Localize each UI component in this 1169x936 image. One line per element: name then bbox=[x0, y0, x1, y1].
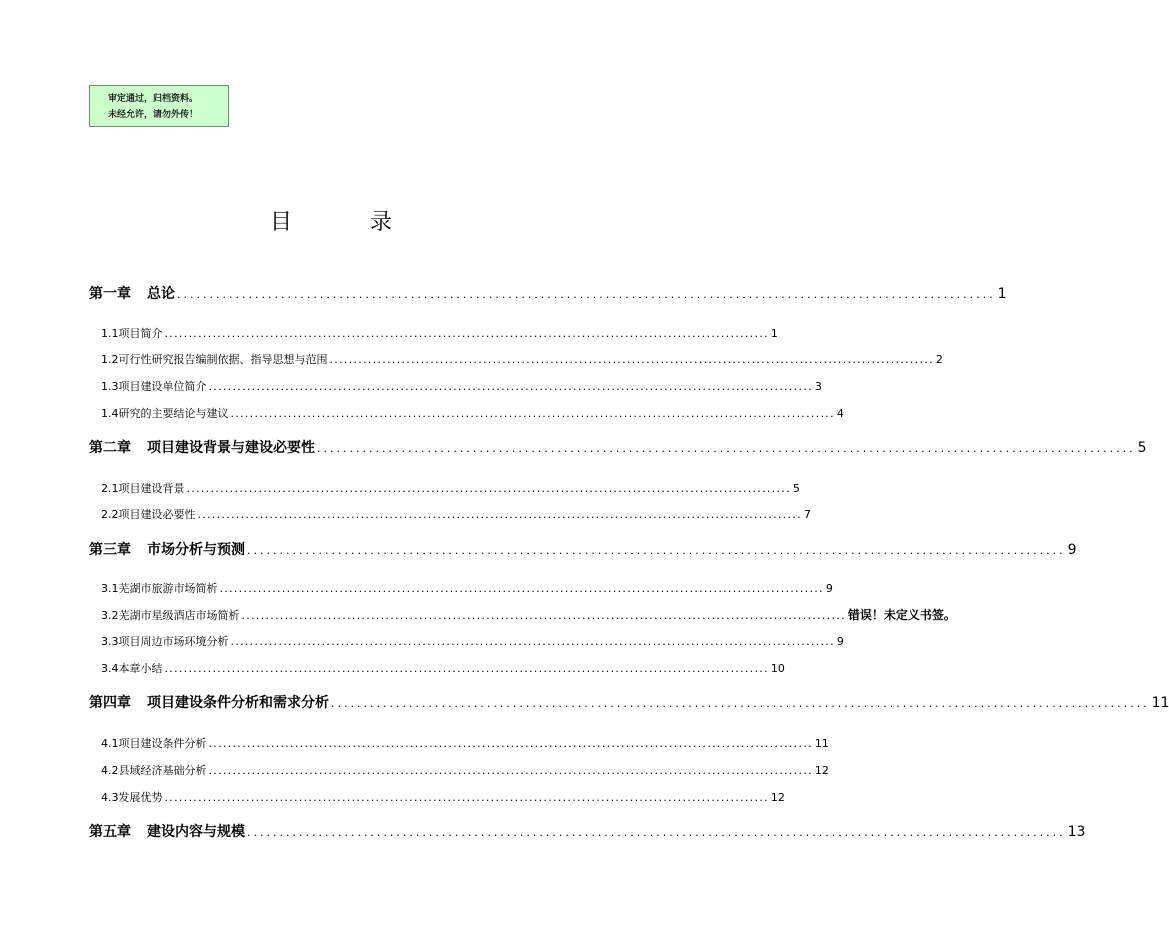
leader-dots: .............................................................................................................................. bbox=[230, 635, 835, 648]
page-number: 9 bbox=[825, 582, 833, 595]
section-title: 县域经济基础分析 bbox=[118, 764, 207, 777]
bookmark-error-text: 错误！未定义书签。 bbox=[847, 608, 956, 622]
section-title: 项目建设条件分析 bbox=[118, 737, 207, 750]
section-title: 本章小结 bbox=[118, 662, 163, 675]
chapter-title: 项目建设背景与建设必要性 bbox=[147, 440, 315, 456]
section-number: 3.2 bbox=[101, 609, 119, 622]
page-number: 5 bbox=[792, 482, 800, 495]
leader-dots: .............................................................................................................................. bbox=[208, 764, 813, 777]
section-number: 1.4 bbox=[101, 407, 119, 420]
leader-dots: .............................................................................................................................. bbox=[208, 380, 813, 393]
leader-dots: .............................................................................................................................. bbox=[247, 544, 1066, 557]
toc-section-1-4[interactable] bbox=[101, 405, 844, 421]
section-title: 可行性研究报告编制依据、指导思想与范围 bbox=[118, 353, 328, 366]
toc-section-2-1[interactable] bbox=[101, 480, 800, 496]
leader-dots: .............................................................................................................................. bbox=[164, 662, 769, 675]
leader-dots: .............................................................................................................................. bbox=[317, 442, 1136, 455]
page-number: 3 bbox=[814, 380, 822, 393]
page-number: 9 bbox=[1067, 542, 1077, 558]
page-number: 12 bbox=[814, 764, 829, 777]
section-title: 项目简介 bbox=[118, 327, 163, 340]
section-title: 发展优势 bbox=[118, 791, 163, 804]
toc-section-4-3[interactable] bbox=[101, 789, 785, 805]
leader-dots: .............................................................................................................................. bbox=[197, 508, 802, 521]
toc-chapter-3[interactable] bbox=[89, 539, 1077, 559]
section-title: 项目周边市场环境分析 bbox=[118, 635, 229, 648]
page-number: 9 bbox=[836, 635, 844, 648]
toc-section-3-3[interactable] bbox=[101, 633, 844, 649]
page-number: 2 bbox=[935, 353, 943, 366]
leader-dots: .............................................................................................................................. bbox=[164, 791, 769, 804]
section-title: 项目建设单位简介 bbox=[118, 380, 207, 393]
toc-section-1-3[interactable] bbox=[101, 378, 822, 394]
leader-dots: .............................................................................................................................. bbox=[329, 353, 934, 366]
page-number: 11 bbox=[814, 737, 829, 750]
toc-section-1-1[interactable] bbox=[101, 325, 778, 341]
chapter-number: 第二章 bbox=[89, 440, 131, 456]
leader-dots: .............................................................................................................................. bbox=[208, 737, 813, 750]
section-title: 芜湖市星级酒店市场简析 bbox=[118, 609, 240, 622]
toc-section-4-1[interactable] bbox=[101, 735, 829, 751]
page-number: 5 bbox=[1137, 440, 1147, 456]
toc-chapter-5[interactable] bbox=[89, 821, 1086, 841]
section-number: 3.4 bbox=[101, 662, 119, 675]
section-number: 4.1 bbox=[101, 737, 119, 750]
toc-chapter-4[interactable] bbox=[89, 692, 1169, 712]
leader-dots: .............................................................................................................................. bbox=[219, 582, 824, 595]
toc-chapter-2[interactable] bbox=[89, 437, 1147, 457]
section-number: 1.2 bbox=[101, 353, 119, 366]
leader-dots: .............................................................................................................................. bbox=[331, 697, 1150, 710]
leader-dots: .............................................................................................................................. bbox=[230, 407, 835, 420]
section-number: 2.1 bbox=[101, 482, 119, 495]
section-number: 2.2 bbox=[101, 508, 119, 521]
chapter-number: 第一章 bbox=[89, 286, 131, 302]
toc-section-3-1[interactable] bbox=[101, 580, 833, 596]
leader-dots: .............................................................................................................................. bbox=[164, 327, 769, 340]
section-title: 芜湖市旅游市场简析 bbox=[118, 582, 218, 595]
toc-section-3-4[interactable] bbox=[101, 660, 785, 676]
section-number: 1.1 bbox=[101, 327, 119, 340]
leader-dots: .............................................................................................................................. bbox=[247, 826, 1066, 839]
leader-dots: .............................................................................................................................. bbox=[177, 288, 996, 301]
chapter-title: 项目建设条件分析和需求分析 bbox=[147, 695, 329, 711]
page-number: 1 bbox=[997, 286, 1007, 302]
chapter-title: 建设内容与规模 bbox=[147, 824, 245, 840]
page-number: 12 bbox=[770, 791, 785, 804]
section-title: 项目建设必要性 bbox=[118, 508, 196, 521]
page-number: 7 bbox=[803, 508, 811, 521]
section-title: 项目建设背景 bbox=[118, 482, 185, 495]
page-number: 11 bbox=[1151, 695, 1169, 711]
section-title: 研究的主要结论与建议 bbox=[118, 407, 229, 420]
section-number: 4.2 bbox=[101, 764, 119, 777]
toc-title: 目 录 bbox=[269, 210, 420, 235]
chapter-title: 总论 bbox=[147, 286, 175, 302]
leader-dots: .............................................................................................................................. bbox=[186, 482, 791, 495]
toc-section-3-2[interactable] bbox=[101, 606, 956, 623]
page-number: 10 bbox=[770, 662, 785, 675]
section-number: 4.3 bbox=[101, 791, 119, 804]
chapter-title: 市场分析与预测 bbox=[147, 542, 245, 558]
archive-notice-stamp bbox=[89, 85, 229, 127]
chapter-number: 第四章 bbox=[89, 695, 131, 711]
leader-dots: .............................................................................................................................. bbox=[241, 609, 846, 622]
toc-section-4-2[interactable] bbox=[101, 762, 829, 778]
chapter-number: 第五章 bbox=[89, 824, 131, 840]
chapter-number: 第三章 bbox=[89, 542, 131, 558]
section-number: 3.1 bbox=[101, 582, 119, 595]
toc-chapter-1[interactable] bbox=[89, 283, 1007, 303]
page-number: 4 bbox=[836, 407, 844, 420]
notice-line-2: 未经允许，请勿外传！ bbox=[108, 110, 199, 120]
section-number: 3.3 bbox=[101, 635, 119, 648]
page-number: 1 bbox=[770, 327, 778, 340]
toc-section-1-2[interactable] bbox=[101, 351, 943, 367]
toc-section-2-2[interactable] bbox=[101, 506, 811, 522]
page-number: 13 bbox=[1067, 824, 1086, 840]
notice-line-1: 审定通过，归档资料。 bbox=[108, 94, 199, 104]
section-number: 1.3 bbox=[101, 380, 119, 393]
